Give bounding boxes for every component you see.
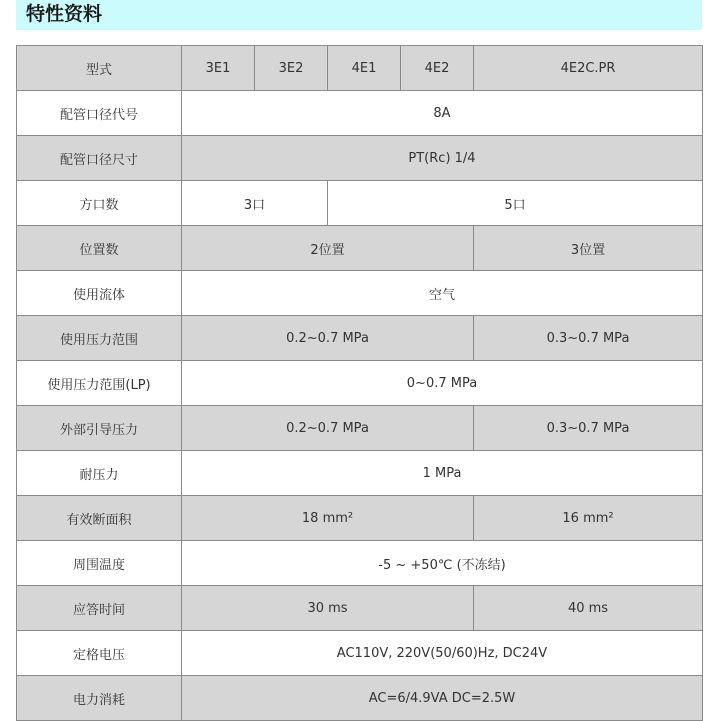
- value-cell: PT(Rc) 1/4: [182, 136, 703, 181]
- table-row-pressure: [17, 316, 703, 361]
- row-label: 型式: [17, 46, 182, 91]
- value-cell: 8A: [182, 91, 703, 136]
- row-label: 有效断面积: [17, 496, 182, 541]
- table-row-response: [17, 586, 703, 631]
- value-cell: 0.2~0.7 MPa: [182, 316, 474, 361]
- value-cell: -5 ~ +50℃ (不冻结): [182, 541, 703, 586]
- spec-table: [16, 45, 703, 721]
- table-row-voltage: [17, 631, 703, 676]
- table-row-ext-pilot: [17, 406, 703, 451]
- value-cell: 5口: [328, 181, 703, 226]
- row-label: 电力消耗: [17, 676, 182, 721]
- row-label: 耐压力: [17, 451, 182, 496]
- value-cell: 2位置: [182, 226, 474, 271]
- value-cell: AC=6/4.9VA DC=2.5W: [182, 676, 703, 721]
- model-cell: 4E2: [401, 46, 474, 91]
- value-cell: 30 ms: [182, 586, 474, 631]
- model-cell: 4E1: [328, 46, 401, 91]
- section-title: 特性资料: [16, 0, 702, 30]
- row-label: 方口数: [17, 181, 182, 226]
- table-row-proof: [17, 451, 703, 496]
- row-label: 外部引导压力: [17, 406, 182, 451]
- value-cell: 0.2~0.7 MPa: [182, 406, 474, 451]
- value-cell: 0.3~0.7 MPa: [474, 316, 703, 361]
- table-row-power: [17, 676, 703, 721]
- table-row-ports: [17, 181, 703, 226]
- table-row-port-size: [17, 136, 703, 181]
- row-label: 使用压力范围(LP): [17, 361, 182, 406]
- row-label: 配管口径代号: [17, 91, 182, 136]
- table-row-area: [17, 496, 703, 541]
- row-label: 应答时间: [17, 586, 182, 631]
- row-label: 使用压力范围: [17, 316, 182, 361]
- table-row-temp: [17, 541, 703, 586]
- table-row-fluid: [17, 271, 703, 316]
- table-row-port-code: [17, 91, 703, 136]
- model-cell: 4E2C.PR: [474, 46, 703, 91]
- value-cell: 3口: [182, 181, 328, 226]
- value-cell: 空气: [182, 271, 703, 316]
- value-cell: 0.3~0.7 MPa: [474, 406, 703, 451]
- table-row-positions: [17, 226, 703, 271]
- value-cell: 16 mm²: [474, 496, 703, 541]
- row-label: 使用流体: [17, 271, 182, 316]
- model-cell: 3E2: [255, 46, 328, 91]
- value-cell: 3位置: [474, 226, 703, 271]
- row-label: 位置数: [17, 226, 182, 271]
- table-row-pressure-lp: [17, 361, 703, 406]
- table-row-model: [17, 46, 703, 91]
- value-cell: AC110V, 220V(50/60)Hz, DC24V: [182, 631, 703, 676]
- row-label: 配管口径尺寸: [17, 136, 182, 181]
- value-cell: 1 MPa: [182, 451, 703, 496]
- value-cell: 40 ms: [474, 586, 703, 631]
- value-cell: 18 mm²: [182, 496, 474, 541]
- model-cell: 3E1: [182, 46, 255, 91]
- row-label: 定格电压: [17, 631, 182, 676]
- value-cell: 0~0.7 MPa: [182, 361, 703, 406]
- row-label: 周围温度: [17, 541, 182, 586]
